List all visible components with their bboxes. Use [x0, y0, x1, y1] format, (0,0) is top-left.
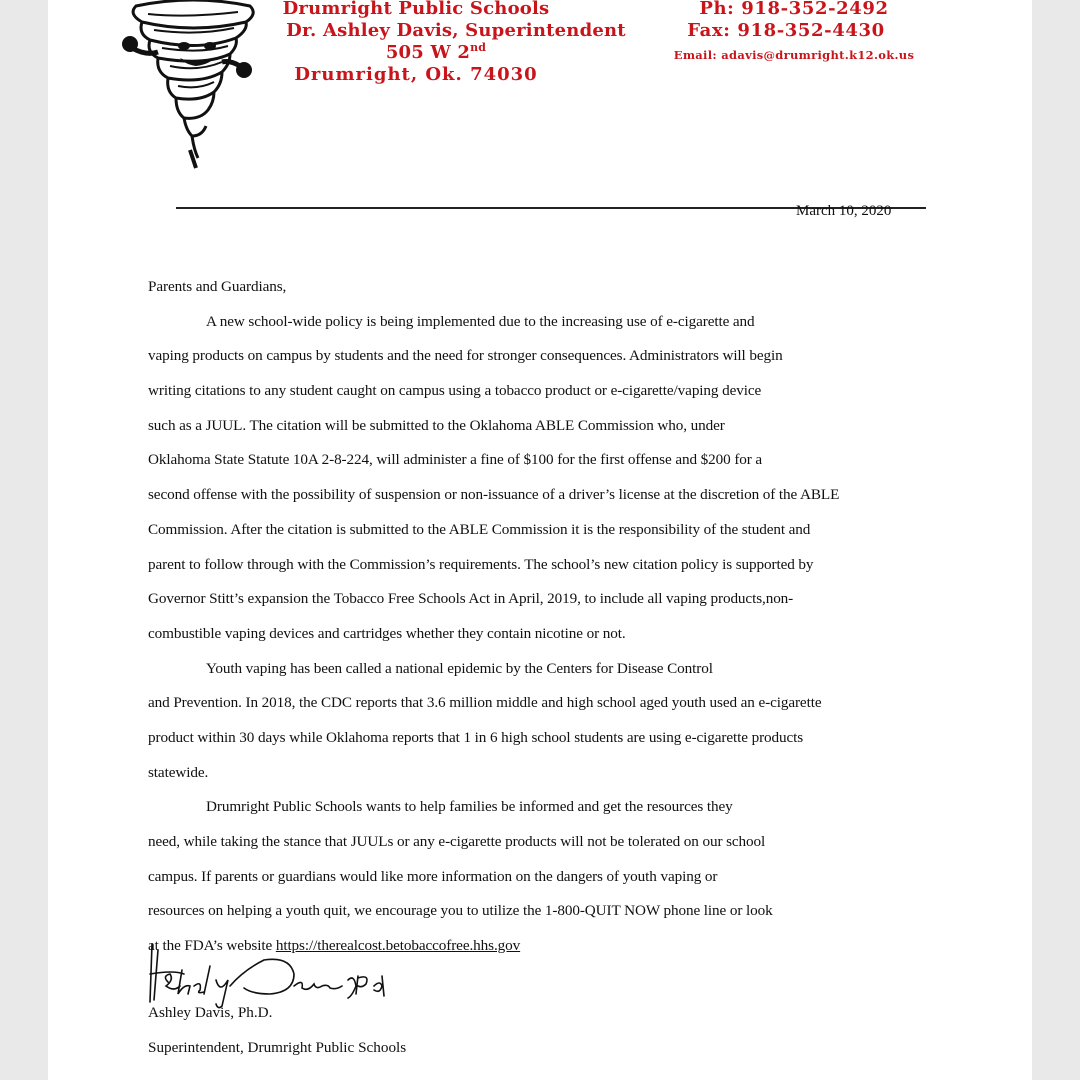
body-line: A new school-wide policy is being implemented due to the increasing use of e-cigarette and — [206, 312, 755, 330]
signature-title: Superintendent, Drumright Public Schools — [148, 1039, 407, 1056]
letter-date: March 10, 2020 — [796, 203, 892, 219]
city-line: Drumright, Ok. 74030 — [294, 64, 538, 85]
school-name: Drumright Public Schools — [282, 0, 550, 19]
body-line: and Prevention. In 2018, the CDC reports that 3.6 million middle and high school aged youth used an e-cigarette — [148, 694, 822, 712]
body-line: product within 30 days while Oklahoma reports that 1 in 6 high school students are using e-cigarette products — [148, 728, 804, 746]
fda-website-link[interactable]: https://therealcost.betobaccofree.hhs.gov — [275, 937, 521, 955]
salutation: Parents and Guardians, — [148, 278, 287, 295]
body-line: need, while taking the stance that JUULs or any e-cigarette products will not be tolerated on our school — [148, 833, 766, 850]
body-line: statewide. — [148, 763, 209, 781]
letter-body — [148, 272, 908, 966]
letterhead-contact-block — [654, 0, 934, 62]
body-line: parent to follow through with the Commission’s requirements. The school’s new citation policy is supported by — [148, 555, 814, 573]
body-line: second offense with the possibility of suspension or non-issuance of a driver’s license at the discretion of the ABLE — [148, 486, 840, 504]
body-line: resources on helping a youth quit, we encourage you to utilize the 1-800-QUIT NOW phone line or look — [148, 902, 773, 920]
superintendent-line: Dr. Ashley Davis, Superintendent — [286, 20, 626, 41]
phone-number: Ph: 918-352-2492 — [699, 0, 889, 19]
body-line: vaping products on campus by students and the need for stronger consequences. Administrators will begin — [148, 347, 783, 365]
email-address: Email: adavis@drumright.k12.ok.us — [673, 48, 915, 62]
body-line: campus. If parents or guardians would like more information on the dangers of youth vaping or — [148, 867, 718, 885]
street-address: 505 W 2nd — [385, 41, 487, 63]
website-line: at the FDA’s website https://therealcost.betobaccofree.hhs.gov — [148, 937, 521, 955]
handwritten-signature — [144, 940, 414, 1010]
signature-name: Ashley Davis, Ph.D. — [148, 1004, 273, 1021]
fax-number: Fax: 918-352-4430 — [687, 20, 885, 41]
body-line: writing citations to any student caught on campus using a tobacco product or e-cigarette/vaping device — [148, 382, 762, 400]
body-line: Commission. After the citation is submitted to the ABLE Commission it is the responsibility of the student and — [148, 520, 811, 538]
letterhead-school-block — [282, 0, 626, 86]
body-line: Governor Stitt’s expansion the Tobacco Free Schools Act in April, 2019, to include all vaping products,non- — [148, 590, 794, 608]
body-line: Drumright Public Schools wants to help families be informed and get the resources they — [206, 798, 733, 816]
body-line: combustible vaping devices and cartridges whether they contain nicotine or not. — [148, 624, 626, 642]
body-line: Youth vaping has been called a national epidemic by the Centers for Disease Control — [206, 659, 713, 677]
body-line: Oklahoma State Statute 10A 2-8-224, will administer a fine of $100 for the first offense and $200 for a — [148, 451, 763, 469]
tornado-mascot-icon — [118, 0, 268, 172]
body-line: such as a JUUL. The citation will be submitted to the Oklahoma ABLE Commission who, under — [148, 416, 725, 434]
letter-page — [48, 0, 1032, 1080]
